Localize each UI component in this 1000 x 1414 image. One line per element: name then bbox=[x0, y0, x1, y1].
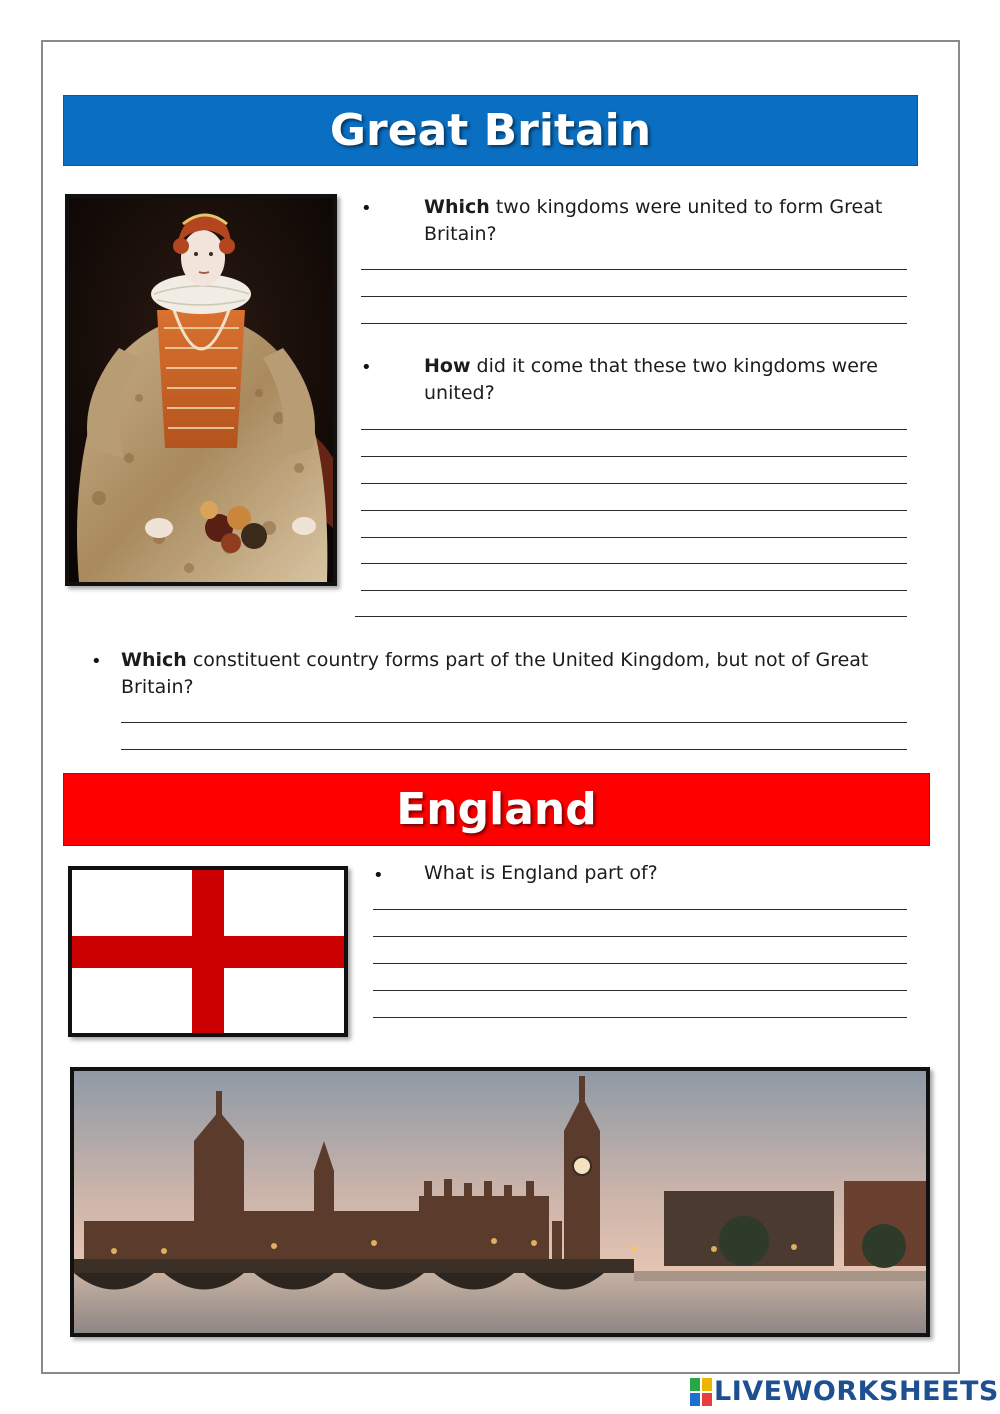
great-britain-title: Great Britain bbox=[329, 105, 652, 156]
question-2 bbox=[424, 353, 904, 407]
portrait-image bbox=[65, 194, 337, 586]
westminster-image bbox=[70, 1067, 930, 1337]
question-2-text: did it come that these two kingdoms were united? bbox=[424, 355, 878, 404]
answer-line[interactable] bbox=[373, 963, 907, 964]
liveworksheets-logo[interactable] bbox=[690, 1376, 999, 1407]
answer-line[interactable] bbox=[373, 1017, 907, 1018]
england-question-1 bbox=[424, 860, 904, 887]
england-heading bbox=[63, 773, 930, 846]
question-3 bbox=[121, 647, 901, 701]
liveworksheets-brand: LIVEWORKSHEETS bbox=[714, 1376, 999, 1407]
bullet-icon: • bbox=[361, 357, 372, 378]
answer-line[interactable] bbox=[361, 510, 907, 511]
portrait-painting-icon bbox=[69, 198, 333, 582]
flag-image bbox=[68, 866, 348, 1037]
answer-line[interactable] bbox=[121, 749, 907, 750]
answer-line[interactable] bbox=[361, 590, 907, 591]
bullet-icon: • bbox=[361, 198, 372, 219]
answer-line[interactable] bbox=[361, 563, 907, 564]
answer-line[interactable] bbox=[361, 296, 907, 297]
answer-line[interactable] bbox=[355, 616, 907, 617]
bullet-icon: • bbox=[373, 865, 384, 886]
answer-line[interactable] bbox=[361, 323, 907, 324]
question-3-text: constituent country forms part of the United Kingdom, but not of Great Britain? bbox=[121, 649, 869, 698]
answer-line[interactable] bbox=[361, 537, 907, 538]
westminster-skyline-icon bbox=[74, 1071, 926, 1333]
england-flag-icon bbox=[72, 870, 344, 1033]
answer-line[interactable] bbox=[121, 722, 907, 723]
question-1-keyword: Which bbox=[424, 196, 490, 218]
question-1 bbox=[424, 194, 904, 248]
answer-line[interactable] bbox=[373, 990, 907, 991]
question-3-keyword: Which bbox=[121, 649, 187, 671]
answer-line[interactable] bbox=[373, 909, 907, 910]
england-title: England bbox=[396, 784, 597, 835]
answer-line[interactable] bbox=[361, 269, 907, 270]
great-britain-heading bbox=[63, 95, 918, 166]
answer-line[interactable] bbox=[361, 456, 907, 457]
answer-line[interactable] bbox=[361, 429, 907, 430]
answer-line[interactable] bbox=[361, 483, 907, 484]
question-1-text: two kingdoms were united to form Great Britain? bbox=[424, 196, 883, 245]
question-2-keyword: How bbox=[424, 355, 471, 377]
liveworksheets-logo-icon bbox=[690, 1378, 714, 1406]
answer-line[interactable] bbox=[373, 936, 907, 937]
england-question-1-text: What is England part of? bbox=[424, 862, 658, 884]
bullet-icon: • bbox=[91, 651, 102, 672]
